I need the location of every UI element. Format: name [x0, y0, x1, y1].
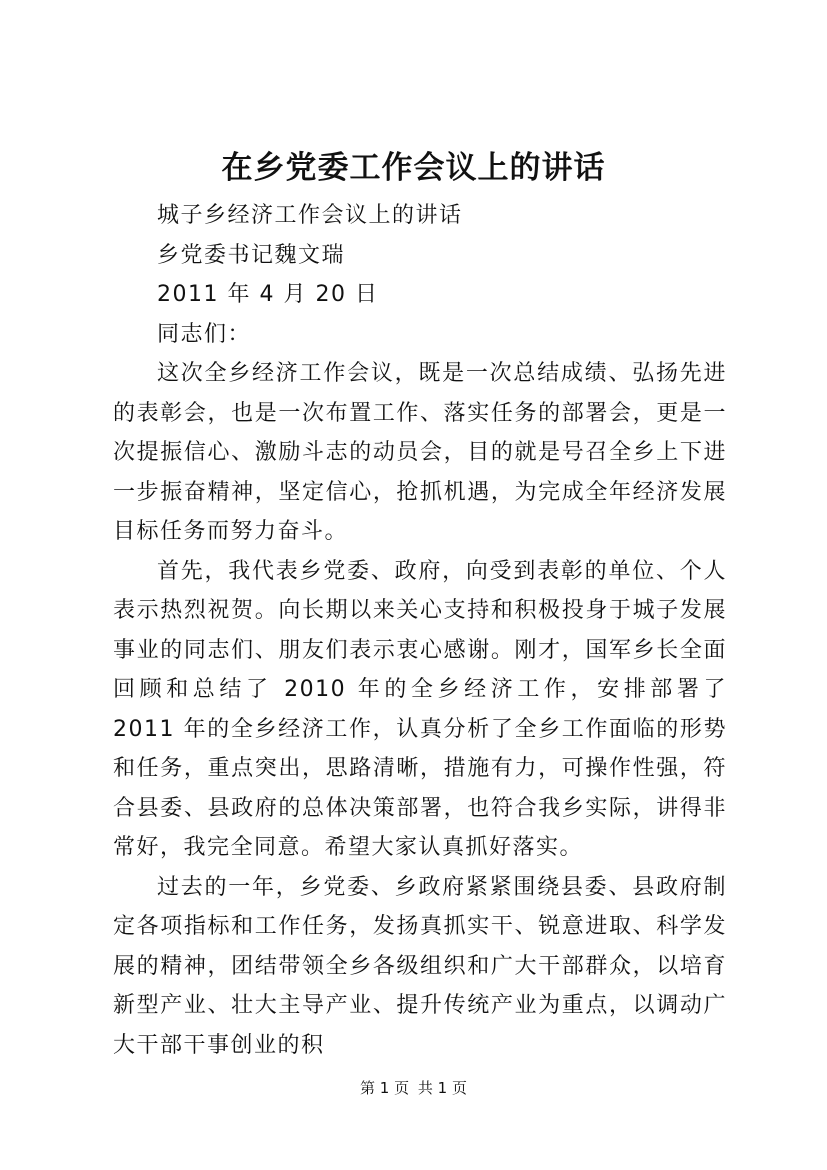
document-body — [113, 196, 727, 1065]
page-total: 共 1 页 — [417, 1079, 467, 1097]
greeting-line: 同志们： — [157, 321, 252, 347]
date-line: 2011 年 4 月 20 日 — [157, 282, 379, 307]
page-number: 第 1 页 — [360, 1079, 410, 1097]
speaker-line: 乡党委书记魏文瑞 — [157, 242, 346, 268]
body-paragraph-2: 首先，我代表乡党委、政府，向受到表彰的单位、个人表示热烈祝贺。向长期以来关心支持和积极投身于城子发展事业的同志们、朋友们表示衷心感谢。刚才，国军乡长全面回顾和总结了 2010 年的全乡经济工作，安排部署了 2011 年的全乡经济工作，认真分析了全乡工作面临的形势和任务，重点突出，思路清晰，措施有力，可操作性强，符合县委、县政府的总体决策部署，也符合我乡实际，讲得非常好，我完全同意。希望大家认真抓好落实。 — [113, 558, 727, 860]
document-title: 在乡党委工作会议上的讲话 — [221, 150, 606, 186]
page-footer — [0, 1078, 827, 1098]
subtitle-line: 城子乡经济工作会议上的讲话 — [157, 203, 463, 228]
body-paragraph-1: 这次全乡经济工作会议，既是一次总结成绩、弘扬先进的表彰会，也是一次布置工作、落实任务的部署会，更是一次提振信心、激励斗志的动员会，目的就是号召全乡上下进一步振奋精神，坚定信心，抢抓机遇，为完成全年经济发展目标任务而努力奋斗。 — [113, 361, 727, 544]
body-paragraph-3: 过去的一年，乡党委、乡政府紧紧围绕县委、县政府制定各项指标和工作任务，发扬真抓实干、锐意进取、科学发展的精神，团结带领全乡各级组织和广大干部群众，以培育新型产业、壮大主导产业、提升传统产业为重点，以调动广大干部干事创业的积 — [113, 874, 727, 1058]
